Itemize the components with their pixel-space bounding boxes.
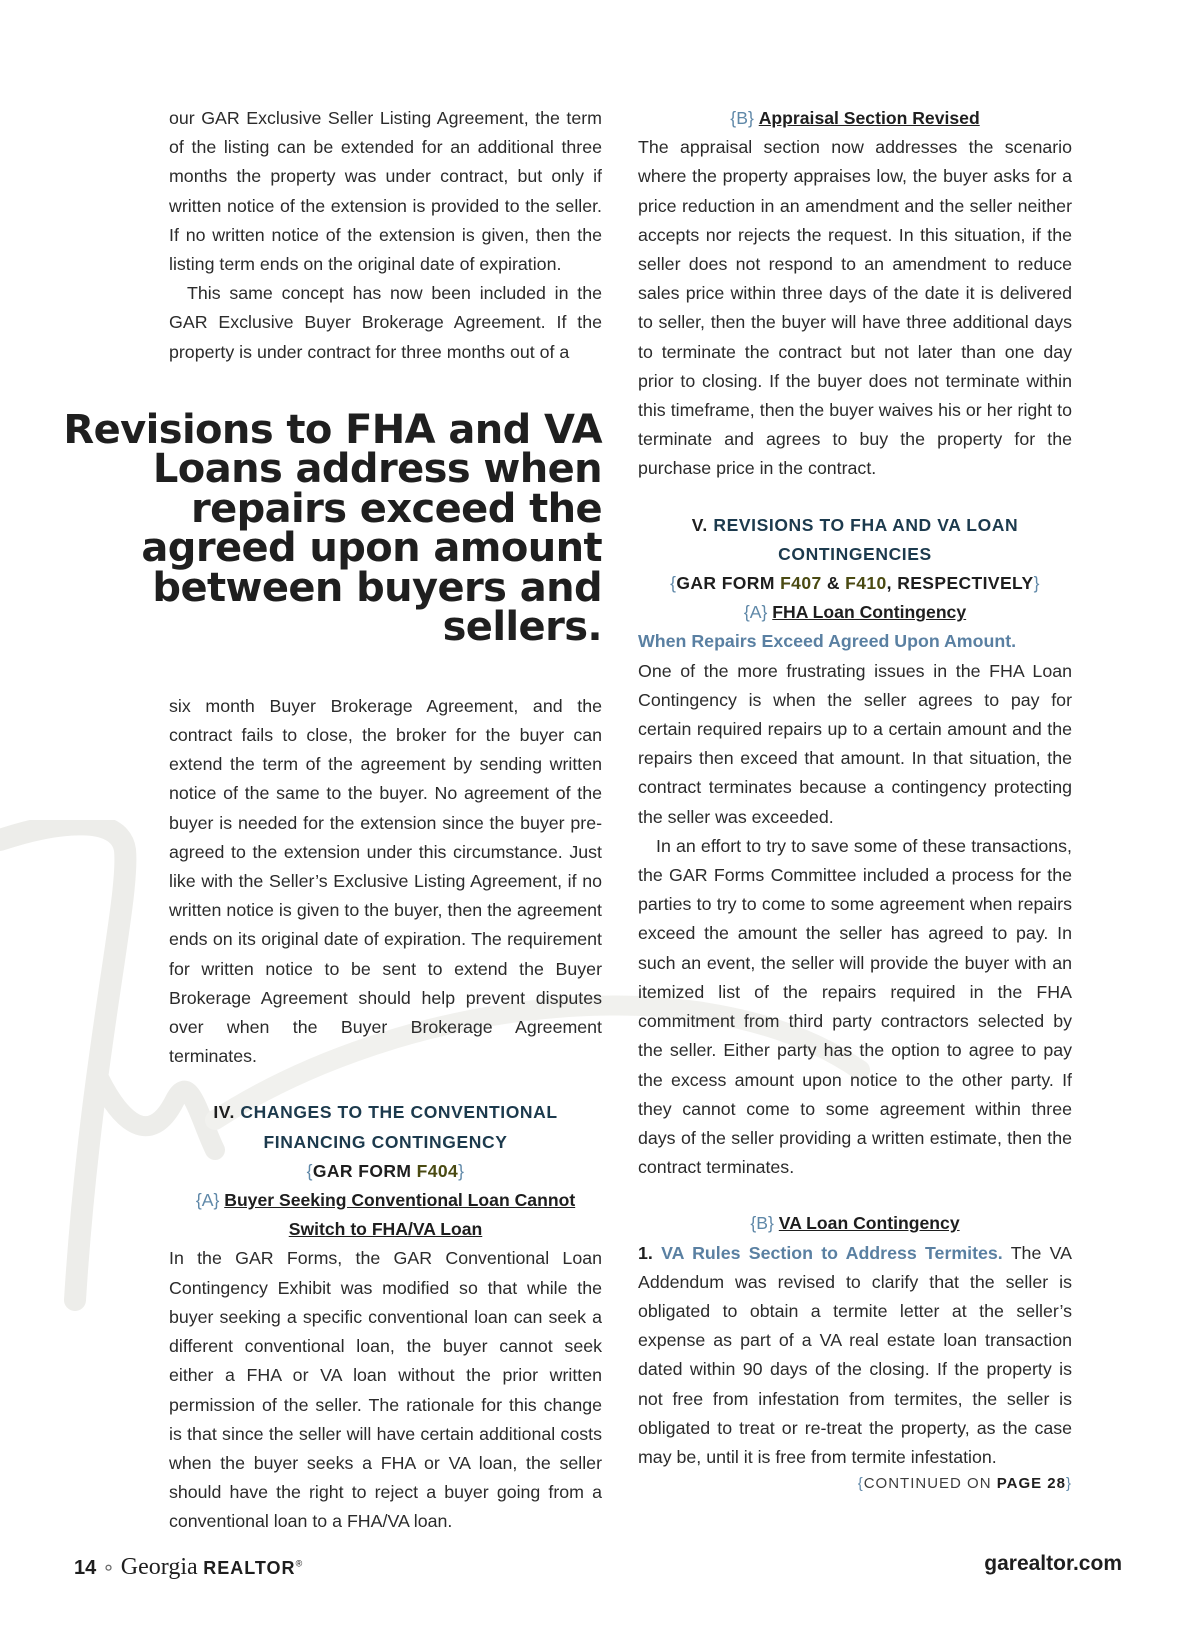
- fha-lead-line: [638, 627, 1072, 656]
- bullet-separator: ∘: [102, 1557, 115, 1579]
- open-brace-glyph: {: [743, 602, 750, 623]
- subsection-title: Buyer Seeking Conventional Loan Cannot Switch to FHA/VA Loan: [224, 1190, 576, 1240]
- section-iv-numeral: IV.: [213, 1102, 235, 1123]
- left-paragraph-3: six month Buyer Brokerage Agreement, and the contract fails to close, the broker for the buyer can extend the term of the agreement by sending written notice of the same to the buyer. No agreement of the buyer is needed for the extension since the buyer pre-agreed to the extension under this circumstance. Just like with the Seller’s Exclusive Listing Agreement, if no written notice is given to the buyer, then the agreement ends on its original date of expiration. The requirement for written notice to be sent to extend the Buyer Brokerage Agreement should help prevent disputes over when the Buyer Brokerage Agreement terminates.: [169, 695, 602, 1067]
- open-brace-glyph: {: [670, 573, 677, 594]
- left-paragraph-1: our GAR Exclusive Seller Listing Agreement, the term of the listing can be extended for an additional three months the property was under contract, but only if written notice of the extension is provided to the seller. If no written notice of the extension is given, then the listing term ends on the original date of expiration.: [169, 108, 602, 275]
- spacer: [169, 1071, 602, 1098]
- open-brace-glyph: {: [750, 1213, 757, 1234]
- form-suffix: , RESPECTIVELY: [886, 573, 1034, 594]
- subsection-letter: A: [749, 602, 762, 623]
- subsection-letter: B: [756, 1213, 769, 1234]
- spacer: [638, 1182, 1072, 1209]
- open-brace-glyph: {: [195, 1190, 202, 1211]
- magazine-name-realtor: REALTOR: [203, 1558, 296, 1578]
- left-column: [63, 104, 602, 1537]
- va-item-number: 1.: [638, 1242, 653, 1263]
- fha-lead-text: When Repairs Exceed Agreed Upon Amount.: [638, 631, 1017, 652]
- form-code-f404: F404: [416, 1160, 459, 1181]
- close-brace-glyph: }: [768, 1213, 774, 1234]
- continued-text: CONTINUED ON: [863, 1475, 992, 1493]
- close-brace-glyph: }: [1065, 1475, 1072, 1493]
- footer-magazine-credit: [74, 1554, 302, 1581]
- section-v-heading: [638, 511, 1072, 569]
- section-iv-form-reference: [169, 1157, 602, 1186]
- close-brace-glyph: }: [458, 1160, 465, 1181]
- section-iv-paragraph: In the GAR Forms, the GAR Conventional Loan Contingency Exhibit was modified so that while the buyer seeking a specific conventional loan can seek a different conventional loan, the buyer cannot seek either a FHA or VA loan without the prior written permission of the seller. The rationale for this change is that since the seller will have certain additional costs when the buyer seeks a FHA or VA loan, the seller should have the right to reject a buyer going from a conventional loan to a FHA/VA loan.: [169, 1248, 602, 1532]
- subsection-letter: B: [736, 108, 748, 128]
- section-iv-subsection-a-heading: [169, 1186, 602, 1244]
- open-brace-glyph: {: [306, 1160, 313, 1181]
- close-brace-glyph: }: [1033, 573, 1040, 594]
- page-number: 14: [74, 1557, 97, 1579]
- left-paragraph-2: This same concept has now been included in the GAR Exclusive Buyer Brokerage Agreement. If the property is under contract for three months out of a: [169, 283, 602, 362]
- form-code-f407: F407: [780, 573, 822, 594]
- va-item-lead: VA Rules Section to Address Termites.: [661, 1242, 1003, 1263]
- continued-on-notice: [638, 1472, 1072, 1496]
- form-code-f410: F410: [845, 573, 887, 594]
- subsection-title: FHA Loan Contingency: [772, 602, 967, 623]
- appraisal-paragraph: The appraisal section now addresses the scenario where the property appraises low, the buyer asks for a price reduction in an amendment and the seller neither accepts nor rejects the request. In this situation, if the seller does not respond to an amendment to reduce sales price within three days of the date it is delivered to seller, then the buyer will have three additional days to terminate the contract but not later than one day prior to closing. If the buyer does not terminate within this timeframe, then the buyer waives his or her right to terminate and agrees to buy the property for the purchase price in the contract.: [638, 137, 1072, 479]
- fha-paragraph-1: One of the more frustrating issues in the FHA Loan Contingency is when the seller agrees to pay for certain required repairs up to a certain amount and the repairs then exceed that amount. In that situation, the contract terminates because a contingency protecting the seller was exceeded.: [638, 660, 1072, 827]
- section-v-numeral: V.: [691, 514, 708, 535]
- section-v-subsection-b-heading: [638, 1209, 1072, 1238]
- subsection-title: Appraisal Section Revised: [758, 108, 980, 128]
- continued-page: PAGE 28: [996, 1475, 1066, 1493]
- form-ampersand: &: [826, 573, 840, 594]
- pull-quote-headline: Revisions to FHA and VA Loans address when repairs exceed the agreed upon amount between buyers and sellers.: [63, 406, 602, 651]
- footer-website: garealtor.com: [984, 1552, 1122, 1575]
- form-prefix: GAR FORM: [676, 573, 775, 594]
- section-iv-title: CHANGES TO THE CONVENTIONAL FINANCING CONTINGENCY: [240, 1102, 558, 1152]
- registered-mark: ®: [295, 1558, 303, 1569]
- subsection-b-appraisal-heading: [638, 104, 1072, 133]
- section-v-form-reference: [638, 569, 1072, 598]
- section-v-title: REVISIONS TO FHA AND VA LOAN CONTINGENCIES: [713, 514, 1019, 564]
- open-brace-glyph: {: [730, 108, 737, 128]
- spacer: [638, 484, 1072, 511]
- open-brace-glyph: {: [857, 1475, 864, 1493]
- subsection-letter: A: [201, 1190, 214, 1211]
- subsection-title: VA Loan Contingency: [778, 1213, 960, 1234]
- form-prefix: GAR FORM: [312, 1160, 412, 1181]
- magazine-name-georgia: Georgia: [120, 1554, 198, 1580]
- section-v-subsection-a-heading: [638, 598, 1072, 627]
- va-item-text: The VA Addendum was revised to clarify that the seller is obligated to obtain a termite letter at the seller’s expense as part of a VA real estate loan transaction dated within 90 days of the closing. If the property is not free from infestation from termites, the seller is obligated to treat or re-treat the property, as the case may be, until it is free from termite infestation.: [638, 1242, 1072, 1467]
- close-brace-glyph: }: [747, 108, 754, 128]
- va-item-1: [638, 1239, 1072, 1473]
- close-brace-glyph: }: [761, 602, 768, 623]
- fha-paragraph-2: In an effort to try to save some of these transactions, the GAR Forms Committee included a process for the parties to try to come to some agreement when repairs exceed the amount the seller has agreed to pay. In such an event, the seller will provide the buyer with an itemized list of the repairs required in the FHA commitment from third party contractors selected by the seller. Either party has the option to agree to pay the excess amount upon notice to the other party. If they cannot come to some agreement within three days of the seller providing a written estimate, then the contract terminates.: [638, 835, 1072, 1178]
- close-brace-glyph: }: [213, 1190, 220, 1211]
- section-iv-heading: [169, 1098, 602, 1156]
- right-column: [638, 104, 1072, 1496]
